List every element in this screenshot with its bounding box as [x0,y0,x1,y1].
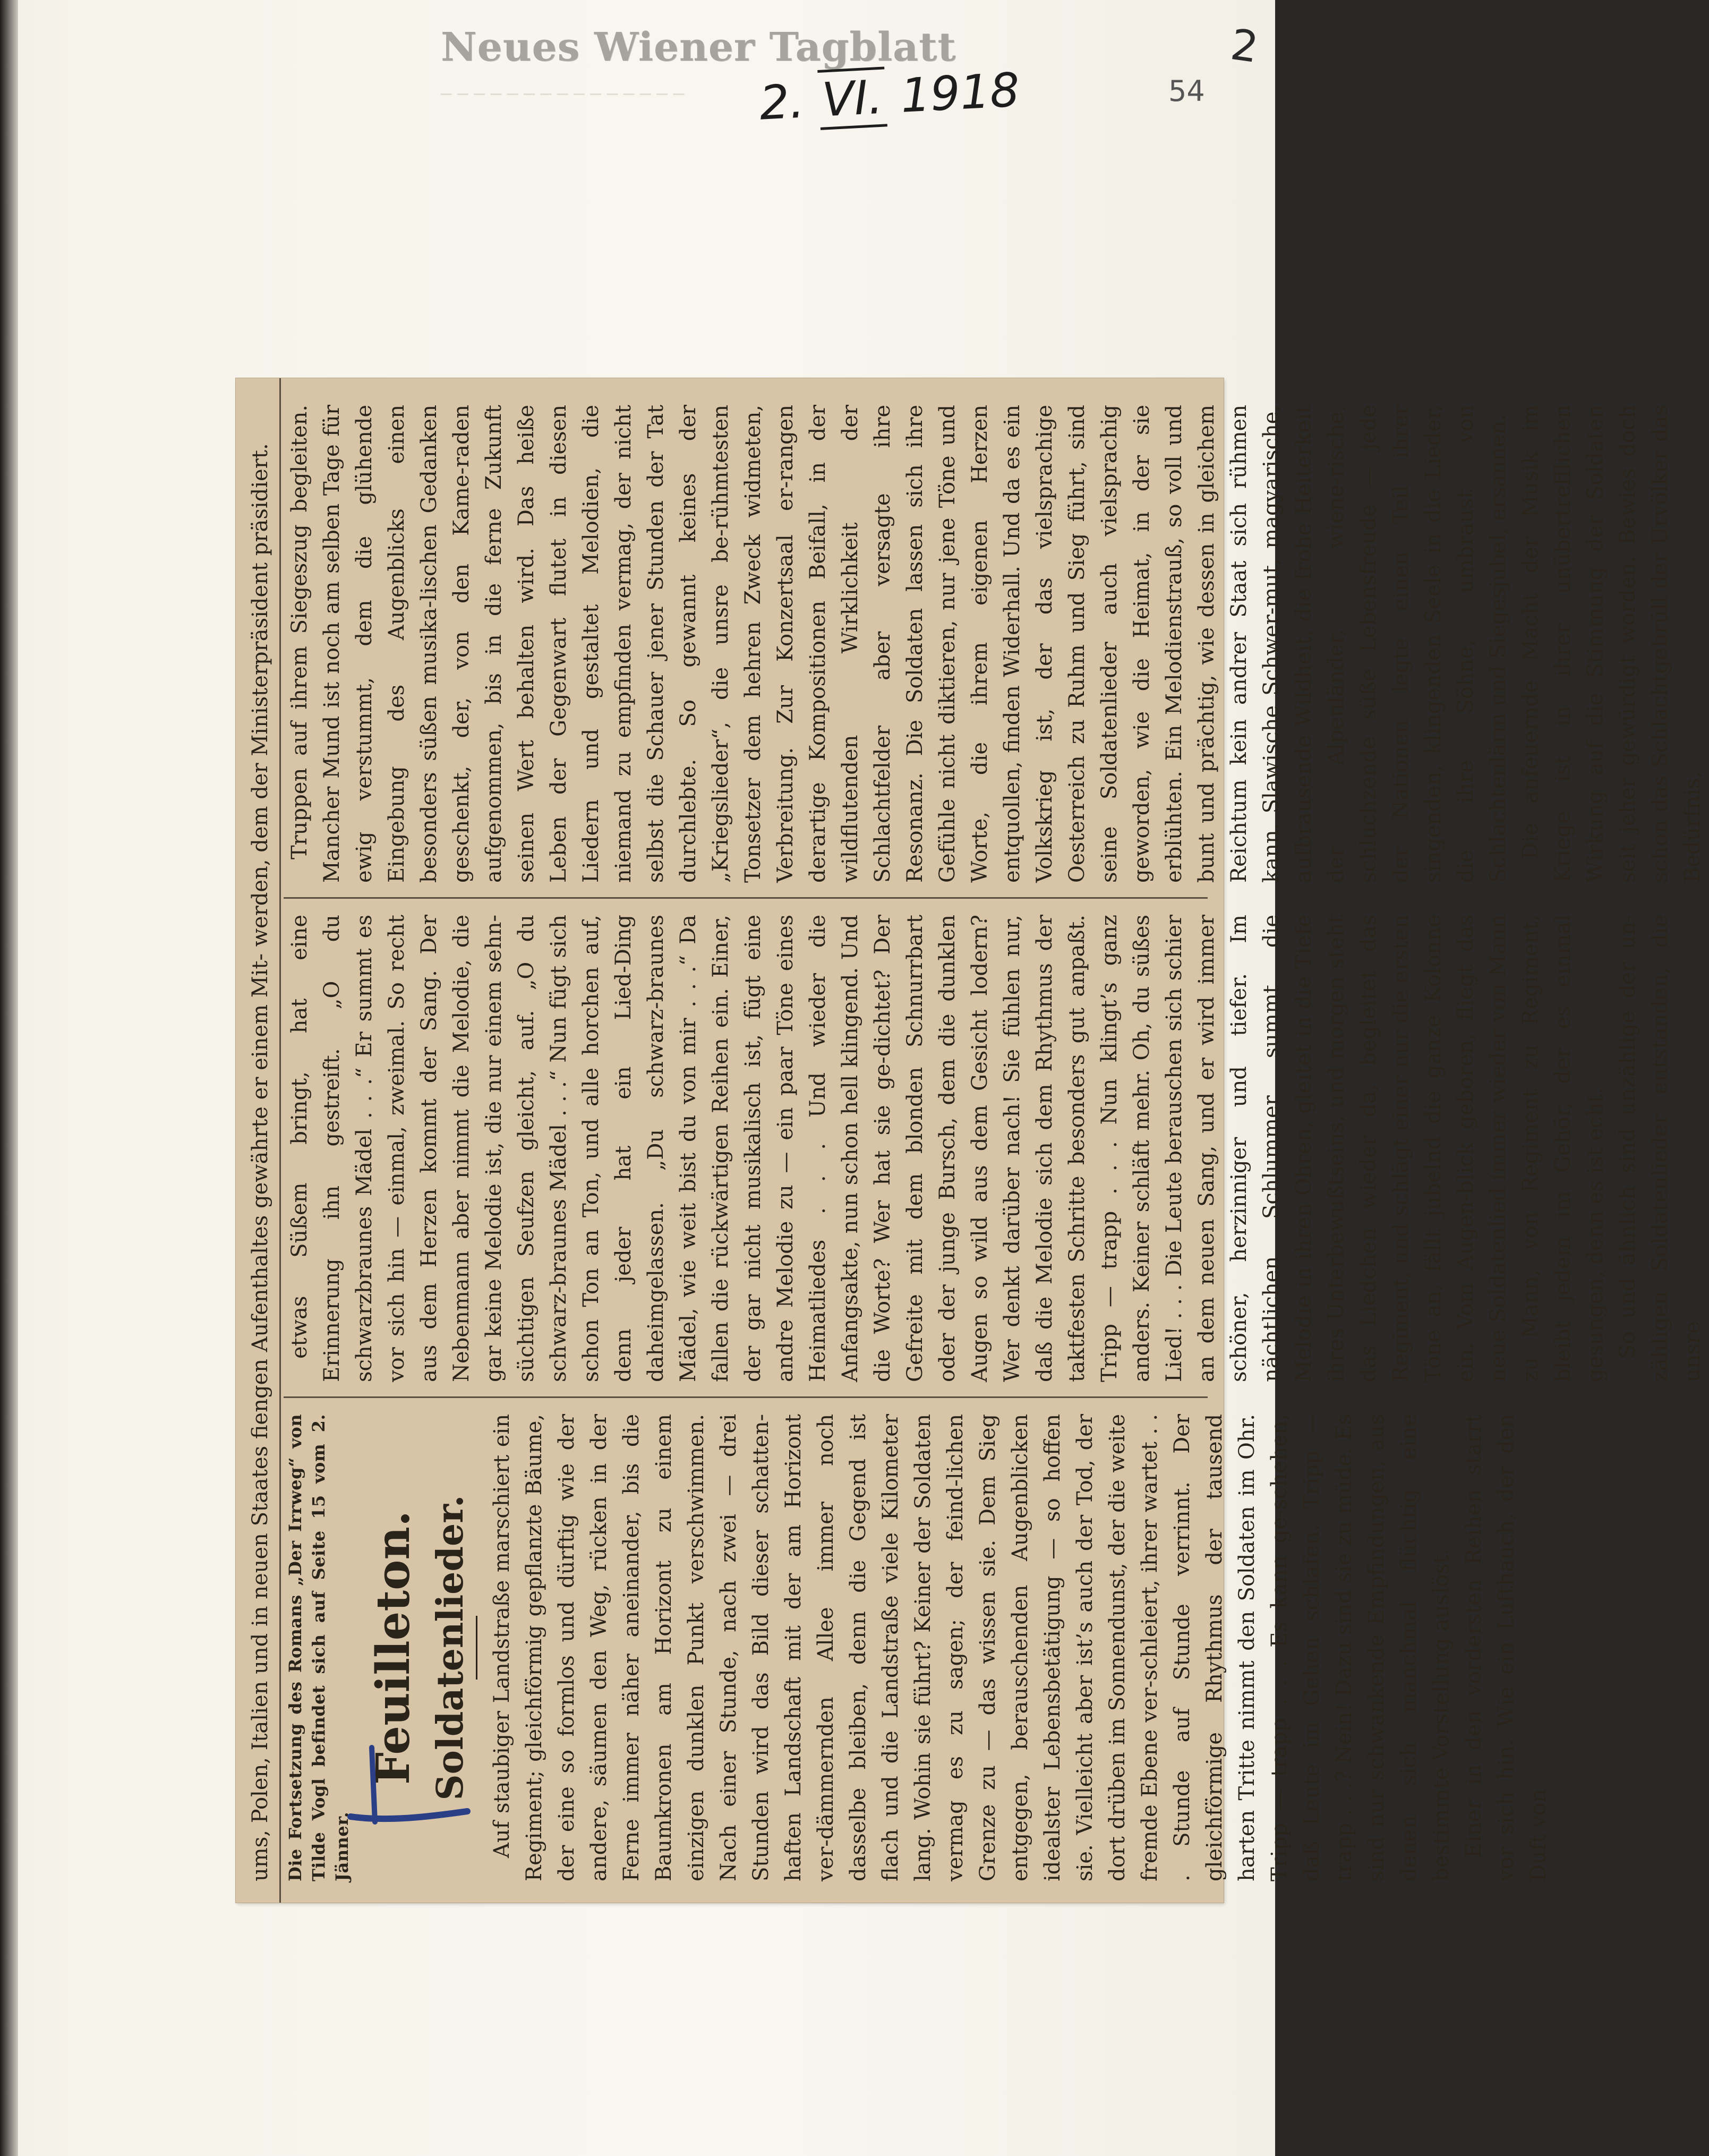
column-rule [284,897,1208,899]
article-paragraph: Auf staubiger Landstraße marschiert ein Regiment; gleichförmig gepflanzte Bäume, der eine so formlos und dürftig wie der andere, säumen den Weg, rücken in der Ferne immer näher aneinander, bis die Baumkronen am Horizont zu einem einzigen dunklen Punkt verschwimmen. Nach einer Stunde, nach zwei — drei Stunden wird das Bild dieser schatten-haften Landschaft mit der am Horizont ver-dämmernden Allee immer noch dasselbe bleiben, denn die Gegend ist flach und die Landstraße viele Kilometer lang. Wohin sie führt? Keiner der Soldaten vermag es zu sagen; der feind-lichen Grenze zu — das wissen sie. Dem Sieg entgegen, berauschenden Augenblicken idealster Lebensbetätigung — so hoffen sie. Vielleicht aber ist’s auch der Tod, der dort drüben im Sonnendunst, der die weite fremde Ebene ver-schleiert, ihrer wartet . . . Stunde auf Stunde verrinnt. Der gleichförmige Rhythmus der tausend harten Tritte nimmt den Soldaten im Ohr. Tripp — trapp . . . Es kann ge-schehen, daß Leute im Gehen schlafen. Tripp — trapp . . .? Nein! Dazu sind sie zu müde. Es sind nur schwankende Empfindungen, aus denen sich manchmal flüchtig eine bestimmte Vorstellung auslöst. [490,1414,1454,1881]
date-year: 1918 [899,62,1021,123]
newspaper-clipping [236,378,1705,1903]
blue-pencil-mark [340,1737,478,1838]
article-paragraph: etwas Süßem bringt, hat eine Erinnerung ihn gestreift. „O du schwarzbraunes Mädel . . .“ Er summt es vor sich hin — einmal, zweimal. So recht aus dem Herzen kommt der Sang. Der Nebenmann aber nimmt die Melodie, die gar keine Melodie ist, die nur einem sehn-süchtigen Seufzen gleicht, auf. „O du schwarz-braunes Mädel . . .“ Nun fügt sich schon Ton an Ton, und alle horchen auf, denn jeder hat ein Lied-Ding daheimgelassen. „Du schwarz-braunes Mädel, wie weit bist du von mir . . .“ Da fallen die rückwärtigen Reihen ein. Einer, der gar nicht musikalisch ist, fügt eine andre Melodie zu — ein paar Töne eines Heimatliedes . . . Und wieder die Anfangsakte, nun schon hell klingend. Und die Worte? Wer hat sie ge-dichtet? Der Gefreite mit dem blonden Schnurrbart oder der junge Bursch, dem die dunklen Augen so wild aus dem Gesicht lodern? Wer denkt darüber nach! Sie fühlen nur, daß die Melodie sich dem Rhythmus der taktfesten Schritte besonders gut anpaßt. Tripp — trapp . . . Nun klingt’s ganz anders. Keiner schläft mehr. Oh, du süßes Lied! . . . Die Leute berauschen sich schier an dem neuen Sang, und er wird immer schöner, herzinniger und tiefer. Im nächtlichen Schlummer summt die Melodie in ihren Ohren, gleitet in die Tiefe ihres Unterbewußtseins, und morgen steht das Liedchen wieder da, begleitet das Regiment, und schlägt einer nur die ersten Töne an, fällt jubelnd die ganze Kolonne ein. Vom Augen-blick geboren, fliegt das neue Soldatenlied immer wieder von Mann zu Mann, von Regiment zu Regiment, bleibt jedem im Gehör, der es einmal gesungen, denn es ist echt. [287,915,1608,1382]
article-column-2 [284,915,1705,1382]
column-rule [284,1396,1208,1398]
section-heading: Feuilleton. [366,1511,420,1785]
article-paragraph: So und ähnlich sind unzählige der un-zähligen Soldatenlieder entstanden, die unsre [1616,915,1705,1382]
date-month: VI. [817,66,887,130]
newspaper-stamp: Neues Wiener Tagblatt [441,24,956,70]
header-separator [279,378,281,1903]
bleed-through-text: ─ ─ ─ ─ ─ ─ ─ ─ ─ ─ ─ ─ ─ ─ ─ [441,84,685,105]
title-rule [476,1616,477,1680]
article-column-3 [284,405,1705,883]
article-paragraph: Truppen auf ihrem Siegeszug begleiten. Mancher Mund ist noch am selben Tage für ewig verstummt, dem die glühende Eingebung des Augenblicks einen besonders süßen musika-lischen Gedanken geschenkt, der, von den Kame-raden aufgenommen, bis in die ferne Zukunft seinen Wert behalten wird. Das heiße Leben der Gegenwart flutet in diesen Liedern und gestaltet Melodien, die niemand zu empfinden vermag, der nicht selbst die Schauer jener Stunden der Tat durchlebte. So gewannt keines der „Kriegslieder“, die unsre be-rühmtesten Tonsetzer dem hehren Zweck widmeten, Verbreitung. Zur Konzertsaal er-rangen derartige Kompositionen Beifall, in der wildflutenden Wirklichkeit der Schlachtfelder aber versagte ihre Resonanz. Die Soldaten lassen sich ihre Gefühle nicht diktieren, nur jene Töne und Worte, die ihrem eigenen Herzen entquollen, finden Widerhall. Und da es ein Volkskrieg ist, der das vielsprachige Oesterreich zu Ruhm und Sieg führt, sind seine Soldatenlieder auch vielsprachig geworden, wie die Heimat, in der sie erblühten. Ein Melodienstrauß, so voll und bunt und prächtig, wie dessen in gleichem Reichtum kein andrer Staat sich rühmen kann. Slawische Schwer-mut, magyarische, aufbrausende Wildheit, die frohe Heiterkeit der Alpenländer, wiene-rische, schluchzende süße Lebensfreude — jede der Nationen legte einen Teil ihrer singenden, klingenden Seele in die Lieder, die ihre Söhne, umbraust von Schlachtenlärm und Siegesjubel, ersannen. [287,405,1510,883]
article-paragraph: Die anfeuernde Macht der Musik im Kriege ist in ihrer unübertrefflichen Wirkung auf die Stimmung der Soldaten seit jeher gewürdigt worden. Bewies doch schon das Schlachtgebrüll der Urvölker das Bedürfnis, [1518,405,1705,883]
folio-number: 54 [1168,74,1205,108]
handwritten-date [758,62,1021,131]
clipping-top-line: ums, Polen, Italien und in neuen Staates fiengen Aufenthaltes gewährte er einem Mit- werden, dem der Ministerpräsident präsidiert. [248,443,272,1881]
continuation-note: Die Fortsetzung des Romans „Der Irrweg“ von Tilde Vogl befindet sich auf Seite 15 vom 2. Jänner. [285,1414,352,1881]
date-day: 2. [758,73,806,131]
binding-edge [0,0,18,2156]
corner-pencil-mark: 2 [1227,19,1262,73]
rotated-article [236,378,1705,1903]
article-title: Soldatenlieder. [429,1495,472,1801]
article-paragraph: Einer in den vordersten Reihen starrt vor sich hin. Wie ein Lufthauch, der den Duft von [1462,1414,1551,1881]
